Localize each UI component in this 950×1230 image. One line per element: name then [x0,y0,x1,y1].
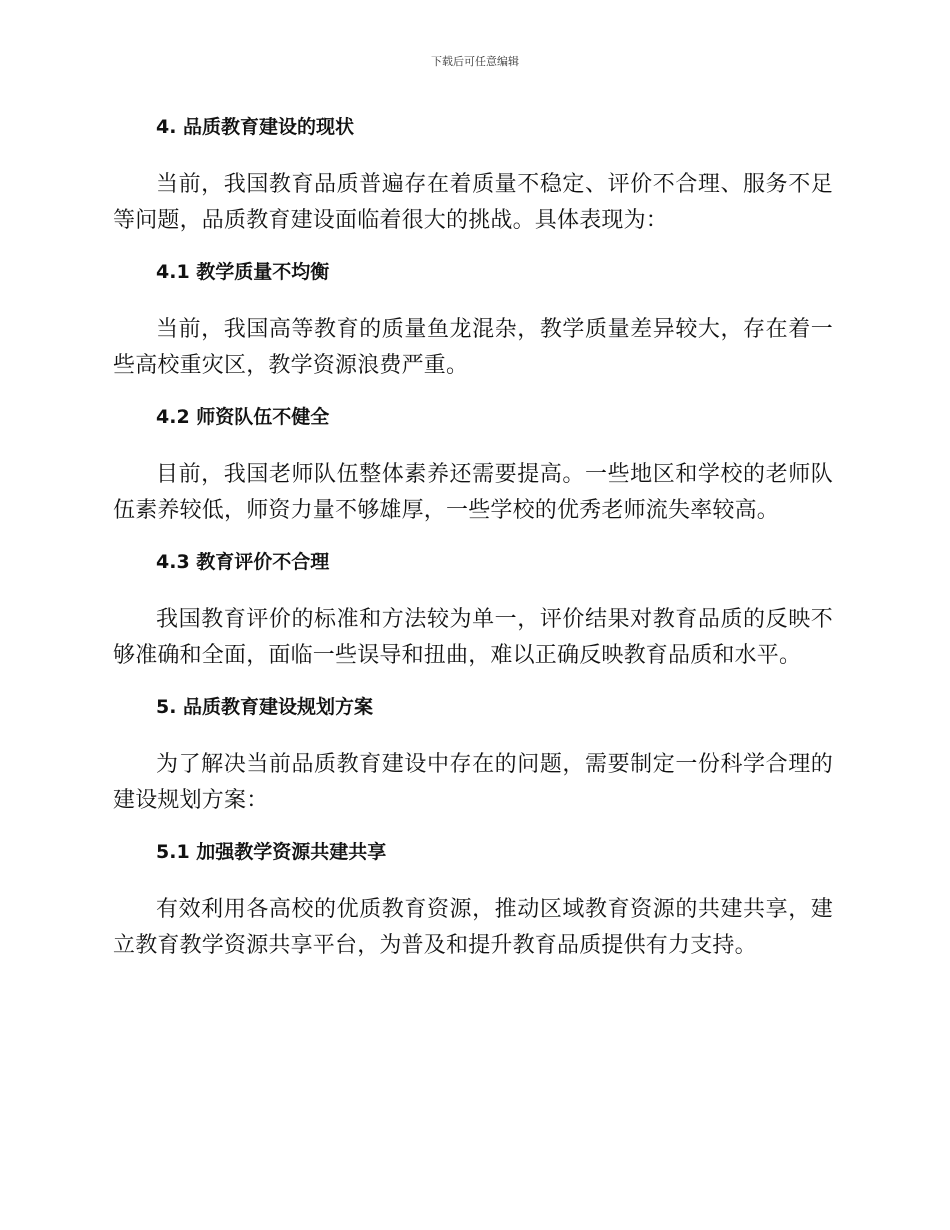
section-paragraph: 为了解决当前品质教育建设中存在的问题，需要制定一份科学合理的建设规划方案： [113,752,833,813]
section-paragraph: 当前，我国高等教育的质量鱼龙混杂，教学质量差异较大，存在着一些高校重灾区，教学资源浪费严重。 [113,317,833,378]
section-heading: 5. 品质教育建设规划方案 [156,696,374,718]
section-heading: 4.3 教育评价不合理 [156,551,330,573]
section-heading: 4.2 师资队伍不健全 [156,406,330,428]
section-heading: 4.1 教学质量不均衡 [156,261,330,283]
section-paragraph: 我国教育评价的标准和方法较为单一，评价结果对教育品质的反映不够准确和全面，面临一些误导和扭曲，难以正确反映教育品质和水平。 [113,607,833,668]
header-note: 下载后可任意编辑 [431,55,519,68]
document-body [113,113,833,983]
section-paragraph: 有效利用各高校的优质教育资源，推动区域教育资源的共建共享，建立教育教学资源共享平台，为普及和提升教育品质提供有力支持。 [113,897,833,958]
section-heading: 5.1 加强教学资源共建共享 [156,841,387,863]
section-paragraph: 当前，我国教育品质普遍存在着质量不稳定、评价不合理、服务不足等问题，品质教育建设面临着很大的挑战。具体表现为： [113,172,833,233]
section-paragraph: 目前，我国老师队伍整体素养还需要提高。一些地区和学校的老师队伍素养较低，师资力量不够雄厚，一些学校的优秀老师流失率较高。 [113,462,833,523]
section-heading: 4. 品质教育建设的现状 [156,116,355,138]
